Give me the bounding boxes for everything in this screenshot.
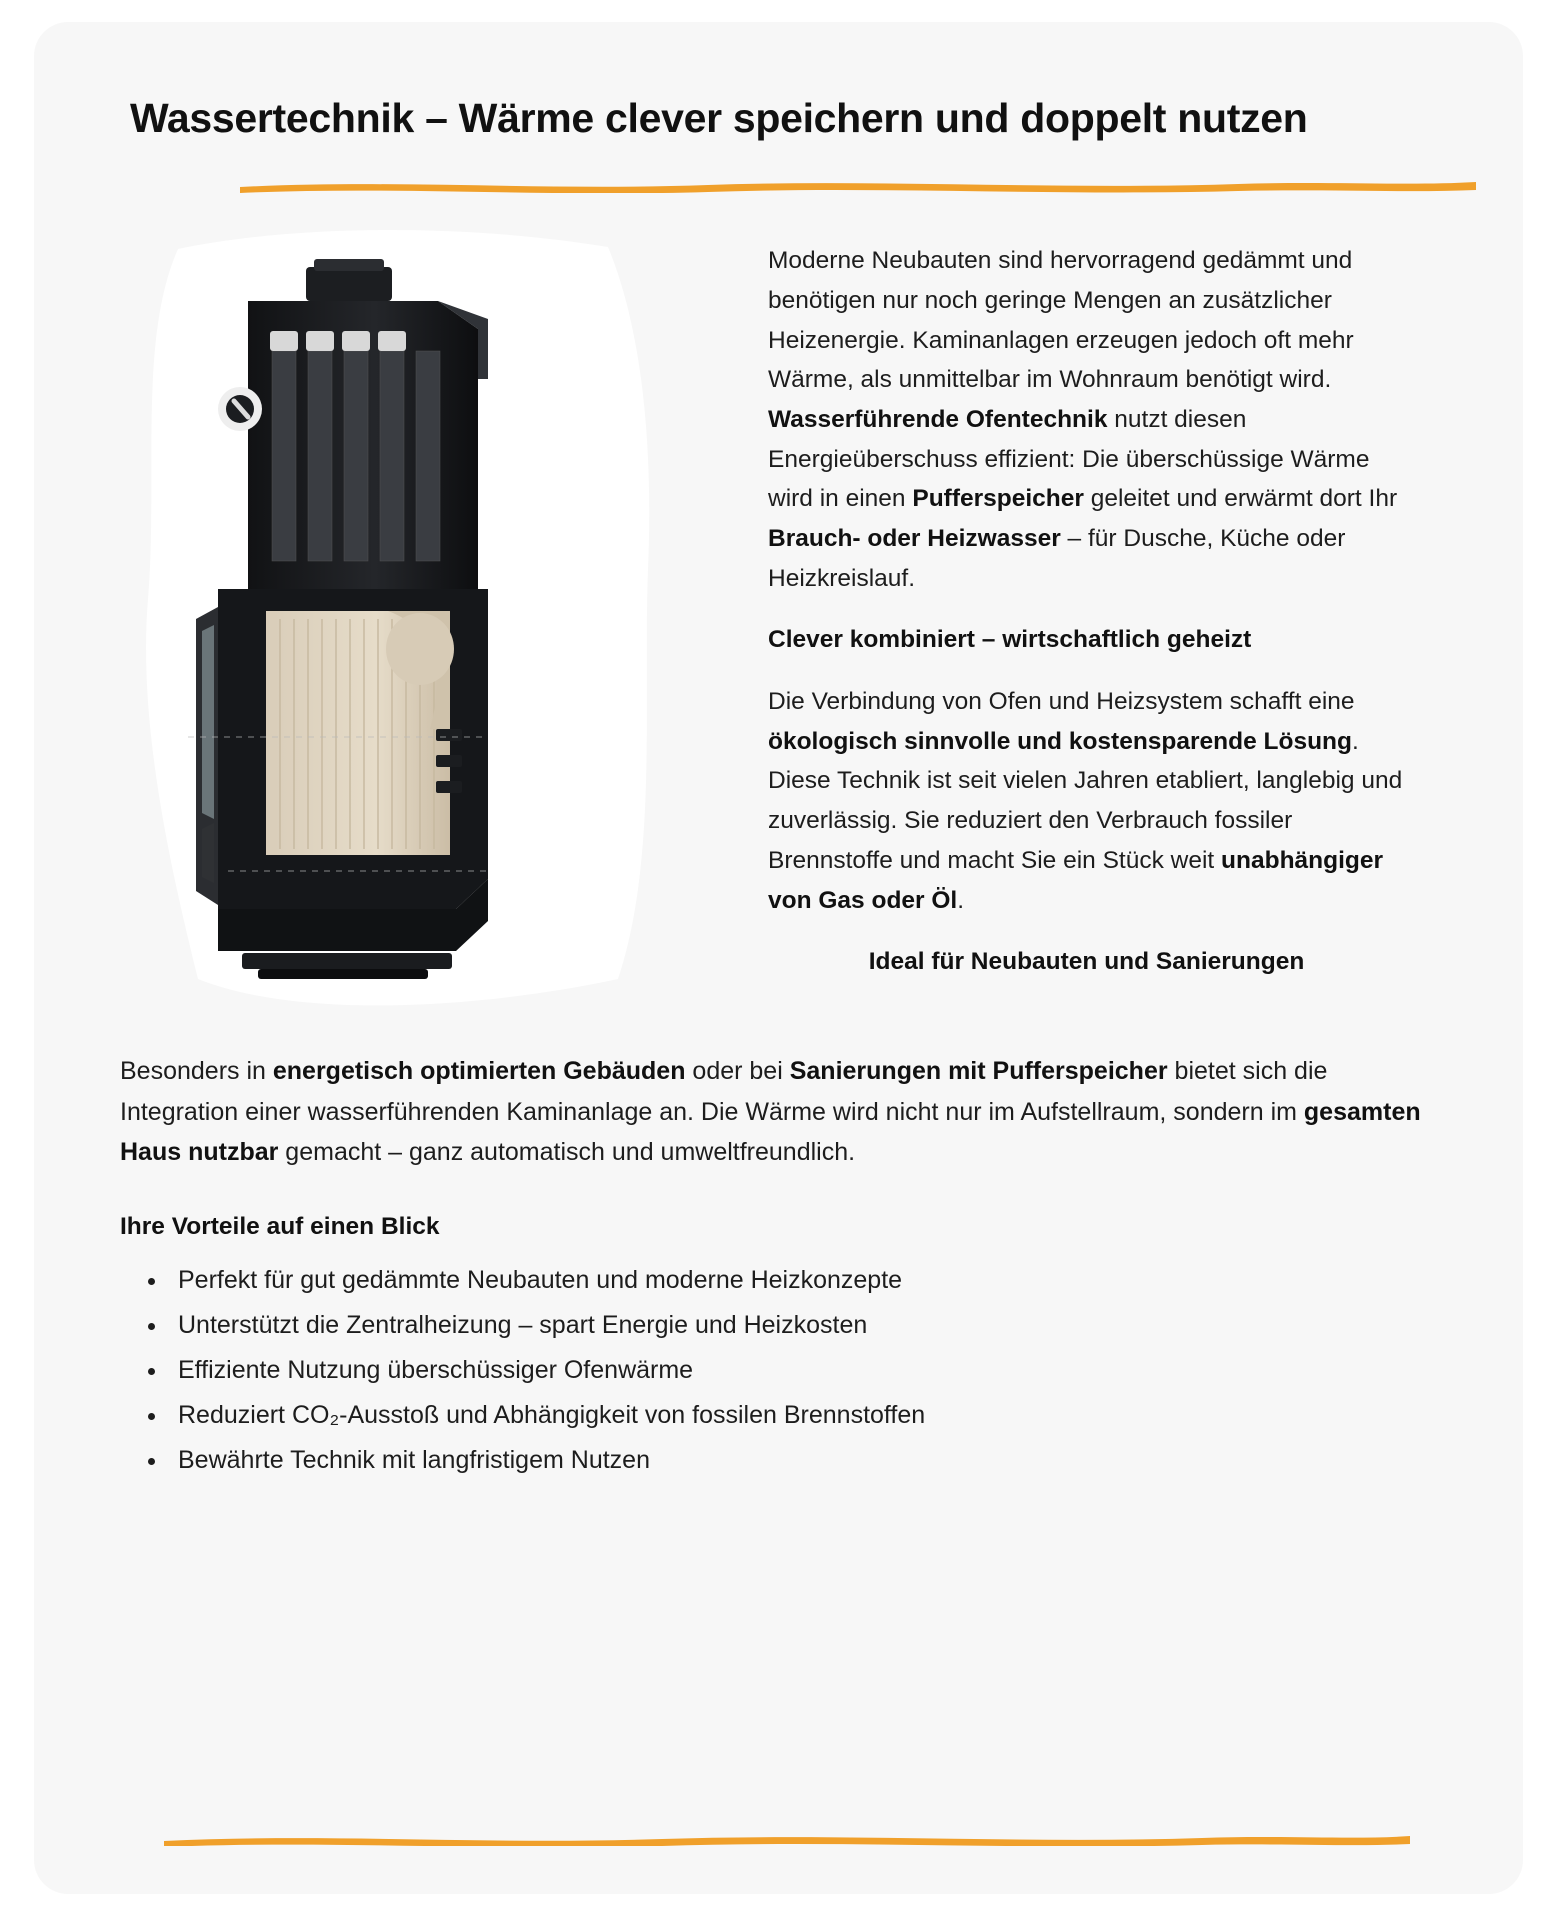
- intro-paragraph: [768, 241, 1405, 598]
- paragraph-verbindung: [768, 682, 1405, 920]
- lower-part1: Besonders in: [120, 1057, 273, 1086]
- intro-bold3: Brauch- oder Heizwasser: [768, 525, 1061, 552]
- main-content: [98, 219, 1459, 1029]
- intro-bold2: Pufferspeicher: [912, 485, 1084, 513]
- content-card: [34, 22, 1523, 1894]
- benefits-heading: Ihre Vorteile auf einen Blick: [120, 1212, 440, 1240]
- subheading-clever-kombiniert: Clever kombiniert – wirtschaftlich geheizt: [768, 626, 1252, 654]
- intro-part4: – für Dusche, Küche oder Heizkreislauf.: [768, 525, 1346, 592]
- text-column: [738, 219, 1459, 1029]
- lower-bold1: energetisch optimierten Gebäuden: [272, 1057, 686, 1086]
- lower-bold2: Sanierungen mit Pufferspeicher: [789, 1057, 1168, 1086]
- para2-part1: Die Verbindung von Ofen und Heizsystem schafft eine: [768, 688, 1355, 716]
- divider-bottom: [162, 1830, 1412, 1846]
- para2-bold2: unabhängiger von Gas oder Öl: [768, 846, 1384, 914]
- list-item: • Reduziert CO₂-Ausstoß und Abhängigkeit von fossilen Brennstoffen: [168, 1394, 1459, 1437]
- lower-part3: bietet sich die Integration einer wasserführenden Kaminanlage an. Die Wärme wird nicht nur im Aufstellraum, sondern im: [120, 1057, 1328, 1126]
- lower-paragraph-block: [120, 1051, 1449, 1173]
- intro-part1: Moderne Neubauten sind hervorragend gedämmt und benötigen nur noch geringe Mengen an zusätzlicher Heizenergie. Kaminanlagen erzeugen jedoch oft mehr Wärme, als unmittelbar im Wohnraum benötigt wird.: [768, 247, 1354, 394]
- para2-part2: . Diese Technik ist seit vielen Jahren etabliert, langlebig und zuverlässig. Sie reduziert den Verbrauch fossiler Brennstoffe und macht Sie ein Stück weit: [768, 727, 1403, 874]
- divider-top: [238, 177, 1478, 193]
- intro-part3: geleitet und erwärmt dort Ihr: [1083, 485, 1398, 513]
- lower-bold3: gesamten Haus nutzbar: [120, 1097, 1421, 1167]
- para2-part3: .: [957, 886, 965, 914]
- lower-part4: gemacht – ganz automatisch und umweltfreundlich.: [278, 1138, 856, 1167]
- stove-illustration: [188, 259, 628, 989]
- lower-paragraph: [120, 1051, 1449, 1173]
- page-title: Wassertechnik – Wärme clever speichern und doppelt nutzen: [130, 95, 1308, 141]
- list-item: • Perfekt für gut gedämmte Neubauten und moderne Heizkonzepte: [168, 1259, 1459, 1302]
- list-item: • Bewährte Technik mit langfristigem Nutzen: [168, 1439, 1459, 1482]
- list-item: • Unterstützt die Zentralheizung – spart Energie und Heizkosten: [168, 1304, 1459, 1347]
- intro-bold1: Wasserführende Ofentechnik: [768, 405, 1108, 433]
- benefits-list: [120, 1259, 1459, 1482]
- lower-part2: oder bei: [685, 1057, 790, 1086]
- subheading-ideal-neubauten: Ideal für Neubauten und Sanierungen: [868, 948, 1305, 976]
- intro-part2: nutzt diesen Energieüberschuss effizient: Die überschüssige Wärme wird in einen: [768, 405, 1370, 513]
- para2-bold1: ökologisch sinnvolle und kostensparende Lösung: [768, 727, 1352, 755]
- product-figure: [98, 219, 738, 1029]
- list-item: • Effiziente Nutzung überschüssiger Ofenwärme: [168, 1349, 1459, 1392]
